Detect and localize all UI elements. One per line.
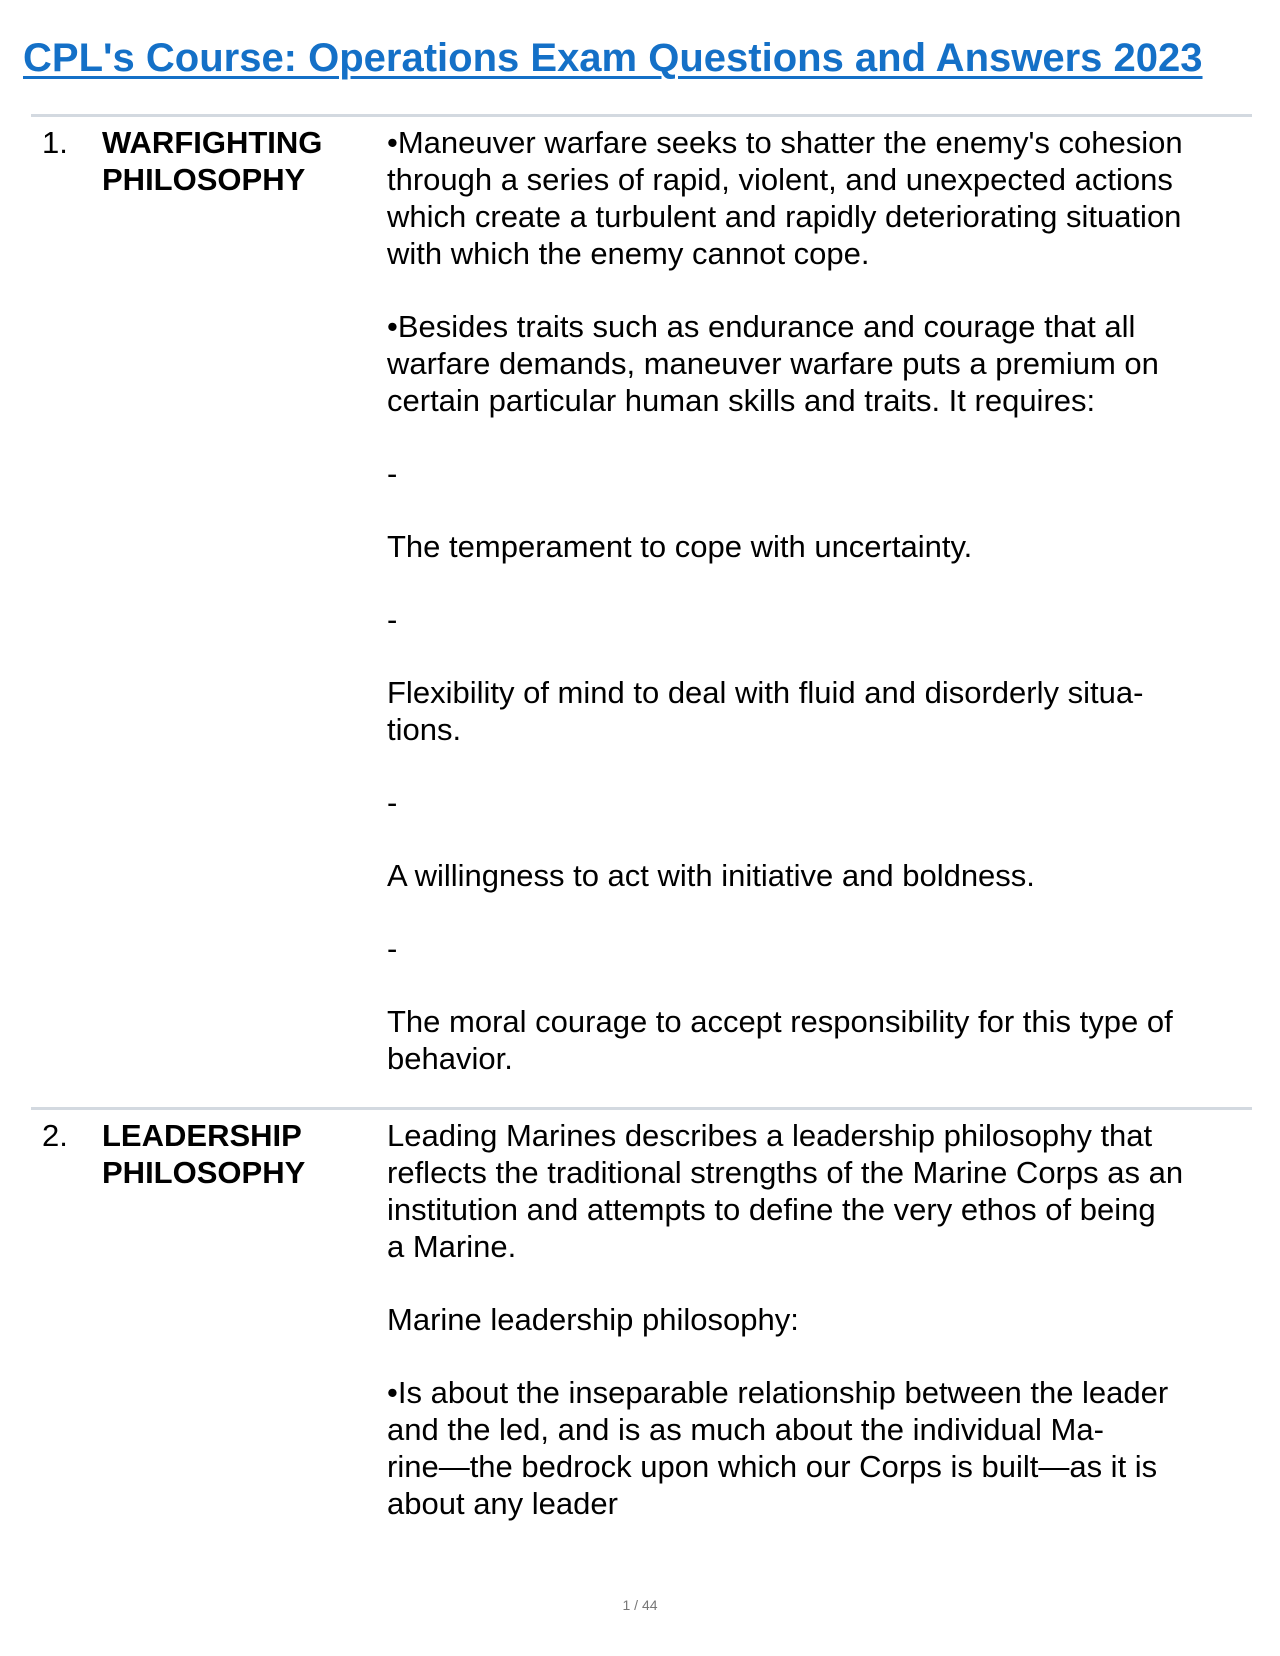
item-answer [387, 1117, 1242, 1558]
answer-line: certain particular human skills and traits. It requires: [387, 383, 1096, 418]
item-term [102, 1117, 362, 1191]
item-number: 1. [42, 125, 68, 160]
item-number: 2. [42, 1118, 68, 1153]
answer-line: tions. [387, 712, 462, 747]
document-title: CPL's Course: Operations Exam Questions and Answers 2023 [23, 36, 1203, 80]
answer-line: •Maneuver warfare seeks to shatter the enemy's cohesion [387, 125, 1183, 160]
answer-line: with which the enemy cannot cope. [387, 236, 870, 271]
term-line: LEADERSHIP [102, 1118, 302, 1153]
answer-line: •Is about the inseparable relationship between the leader [387, 1375, 1169, 1410]
answer-line: institution and attempts to define the very ethos of being [387, 1192, 1156, 1227]
answer-line: behavior. [387, 1041, 513, 1076]
answer-dash [387, 930, 1242, 967]
answer-paragraph [387, 674, 1242, 748]
answer-line: - [387, 456, 398, 491]
answer-line: The temperament to cope with uncertainty. [387, 529, 973, 564]
divider [31, 114, 1252, 117]
answer-line: - [387, 602, 398, 637]
answer-dash [387, 601, 1242, 638]
answer-line: A willingness to act with initiative and boldness. [387, 858, 1035, 893]
answer-line: warfare demands, maneuver warfare puts a premium on [387, 346, 1159, 381]
answer-line: The moral courage to accept responsibility for this type of [387, 1004, 1173, 1039]
answer-line: Leading Marines describes a leadership philosophy that [387, 1118, 1153, 1153]
answer-line: •Besides traits such as endurance and courage that all [387, 309, 1136, 344]
answer-paragraph [387, 1003, 1242, 1077]
term-line: WARFIGHTING [102, 125, 323, 160]
divider [31, 1107, 1252, 1110]
item-term [102, 124, 362, 198]
answer-paragraph [387, 308, 1242, 419]
answer-dash [387, 784, 1242, 821]
answer-paragraph [387, 1301, 1242, 1338]
answer-line: a Marine. [387, 1229, 517, 1264]
answer-line: - [387, 931, 398, 966]
answer-paragraph [387, 857, 1242, 894]
answer-line: Flexibility of mind to deal with fluid and disorderly situa- [387, 675, 1144, 710]
item-answer [387, 124, 1242, 1113]
answer-line: Marine leadership philosophy: [387, 1302, 799, 1337]
answer-dash [387, 455, 1242, 492]
answer-paragraph [387, 1374, 1242, 1522]
answer-line: and the led, and is as much about the individual Ma- [387, 1412, 1104, 1447]
answer-line: rine—the bedrock upon which our Corps is built—as it is [387, 1449, 1158, 1484]
answer-paragraph [387, 528, 1242, 565]
answer-line: through a series of rapid, violent, and unexpected actions [387, 162, 1173, 197]
answer-paragraph [387, 124, 1242, 272]
answer-line: - [387, 785, 398, 820]
answer-paragraph [387, 1117, 1242, 1265]
term-line: PHILOSOPHY [102, 1155, 306, 1190]
page-number: 1 / 44 [622, 1597, 658, 1613]
answer-line: reflects the traditional strengths of the Marine Corps as an [387, 1155, 1184, 1190]
answer-line: about any leader [387, 1486, 618, 1521]
answer-line: which create a turbulent and rapidly deteriorating situation [387, 199, 1182, 234]
term-line: PHILOSOPHY [102, 162, 306, 197]
